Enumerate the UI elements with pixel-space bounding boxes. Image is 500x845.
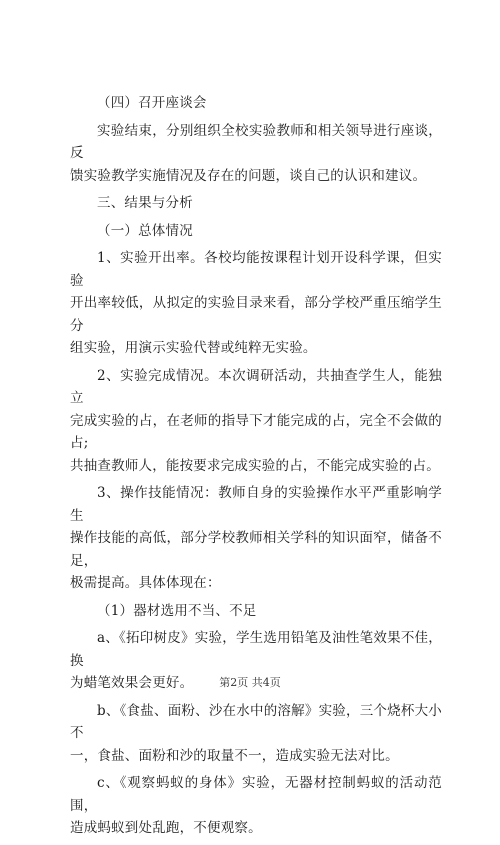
section-heading-results bbox=[70, 192, 442, 215]
page-number-label: 第2页 共4页 bbox=[219, 676, 281, 689]
text-line: a、《拓印树皮》实验，学生选用铅笔及油性笔效果不佳，换 bbox=[70, 630, 442, 669]
text-line: b、《食盐、面粉、沙在水中的溶解》实验，三个烧杯大小不 bbox=[70, 702, 442, 741]
text-line: 三、结果与分析 bbox=[97, 195, 193, 211]
page-footer bbox=[0, 676, 500, 690]
text-line: 一，食盐、面粉和沙的取量不一，造成实验无法对比。 bbox=[70, 747, 399, 764]
text-line: 共抽查教师人，能按要求完成实验的占，不能完成实验的占。 bbox=[70, 457, 440, 474]
paragraph-completion bbox=[70, 365, 442, 478]
text-line: 组实验，用演示实验代替或纯粹无实验。 bbox=[70, 340, 317, 356]
text-line: （四）召开座谈会 bbox=[97, 95, 207, 111]
text-line: 极需提高。具体体现在： bbox=[70, 575, 221, 591]
text-line: 实验结束，分别组织全校实验教师和相关领导进行座谈，反 bbox=[70, 122, 442, 161]
text-line: 馈实验教学实施情况及存在的问题，谈自己的认识和建议。 bbox=[70, 167, 427, 184]
text-line: 3、操作技能情况：教师自身的实验操作水平严重影响学生 bbox=[70, 485, 442, 524]
paragraph-experiment-rate bbox=[70, 247, 442, 360]
section-heading-forum bbox=[70, 92, 442, 115]
text-line: 1、实验开出率。各校均能按课程计划开设科学课，但实验 bbox=[70, 250, 442, 289]
subsection-heading-overall bbox=[70, 220, 442, 243]
paragraph-item-c bbox=[70, 772, 442, 840]
text-line: 操作技能的高低，部分学校教师相关学科的知识面窄，储备不足， bbox=[70, 530, 442, 569]
subheading-equipment bbox=[70, 600, 442, 623]
paragraph-forum-description bbox=[70, 120, 442, 188]
paragraph-skills bbox=[70, 482, 442, 595]
text-line: （一）总体情况 bbox=[97, 222, 193, 239]
text-line: 为蜡笔效果会更好。 bbox=[70, 675, 194, 691]
text-line: 造成蚂蚁到处乱跑，不便观察。 bbox=[70, 820, 262, 836]
text-line: （1）器材选用不当、不足 bbox=[97, 602, 257, 619]
document-body bbox=[70, 92, 442, 845]
text-line: c、《观察蚂蚁的身体》实验，无器材控制蚂蚁的活动范围， bbox=[70, 775, 442, 814]
paragraph-item-b bbox=[70, 700, 442, 768]
text-line: 完成实验的占，在老师的指导下才能完成的占，完全不会做的占; bbox=[70, 412, 442, 451]
text-line: 2、实验完成情况。本次调研活动，共抽查学生人，能独立 bbox=[70, 367, 442, 406]
text-line: 开出率较低，从拟定的实验目录来看，部分学校严重压缩学生分 bbox=[70, 295, 442, 334]
